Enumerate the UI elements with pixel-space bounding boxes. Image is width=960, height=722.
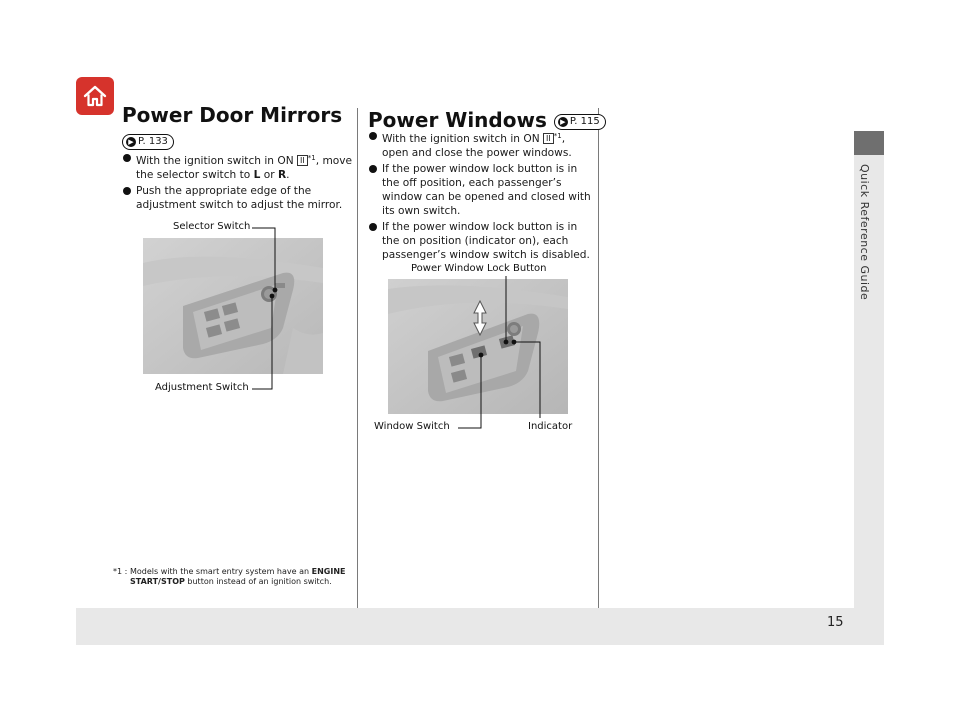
selector-switch-label: Selector Switch xyxy=(173,221,251,232)
list-item: If the power window lock button is in the on position (indicator on), each passenger’s window switch is disabled. xyxy=(368,220,594,262)
arrow-right-icon: ▶ xyxy=(558,117,568,127)
mirrors-ref-label: P. 133 xyxy=(138,135,168,147)
window-switch-label: Window Switch xyxy=(374,421,450,432)
list-item: Push the appropriate edge of the adjustment switch to adjust the mirror. xyxy=(122,184,354,212)
windows-ref-label: P. 115 xyxy=(569,115,600,127)
list-item: With the ignition switch in ON II $^{*1}$, move the selector switch to L or R. xyxy=(122,151,354,182)
list-item: If the power window lock button is in the off position, each passenger’s window can be opened and closed with its own switch. xyxy=(368,162,594,218)
indicator-label: Indicator xyxy=(528,421,573,432)
mirrors-title: Power Door Mirrors xyxy=(122,103,343,127)
ignition-position-badge: II xyxy=(297,155,308,166)
arrow-right-icon: ▶ xyxy=(126,137,136,147)
adjustment-switch-label: Adjustment Switch xyxy=(155,382,249,393)
list-item: With the ignition switch in ON II $^{*1}$, open and close the power windows. xyxy=(368,129,594,160)
footnote-marker: *1 xyxy=(307,154,316,162)
page-number: 15 xyxy=(827,615,844,630)
power-window-lock-label: Power Window Lock Button xyxy=(411,263,547,274)
footnote-marker: *1 xyxy=(553,132,562,140)
footnote-mark: *1 : xyxy=(113,567,128,576)
windows-title: Power Windows ▶ P. 115 xyxy=(368,108,606,132)
side-label: Quick Reference Guide xyxy=(858,164,871,301)
ignition-position-badge: II xyxy=(543,133,554,144)
footnote: *1 : Models with the smart entry system have an ENGINE START/STOP button instead of an ignition switch. xyxy=(113,567,346,586)
